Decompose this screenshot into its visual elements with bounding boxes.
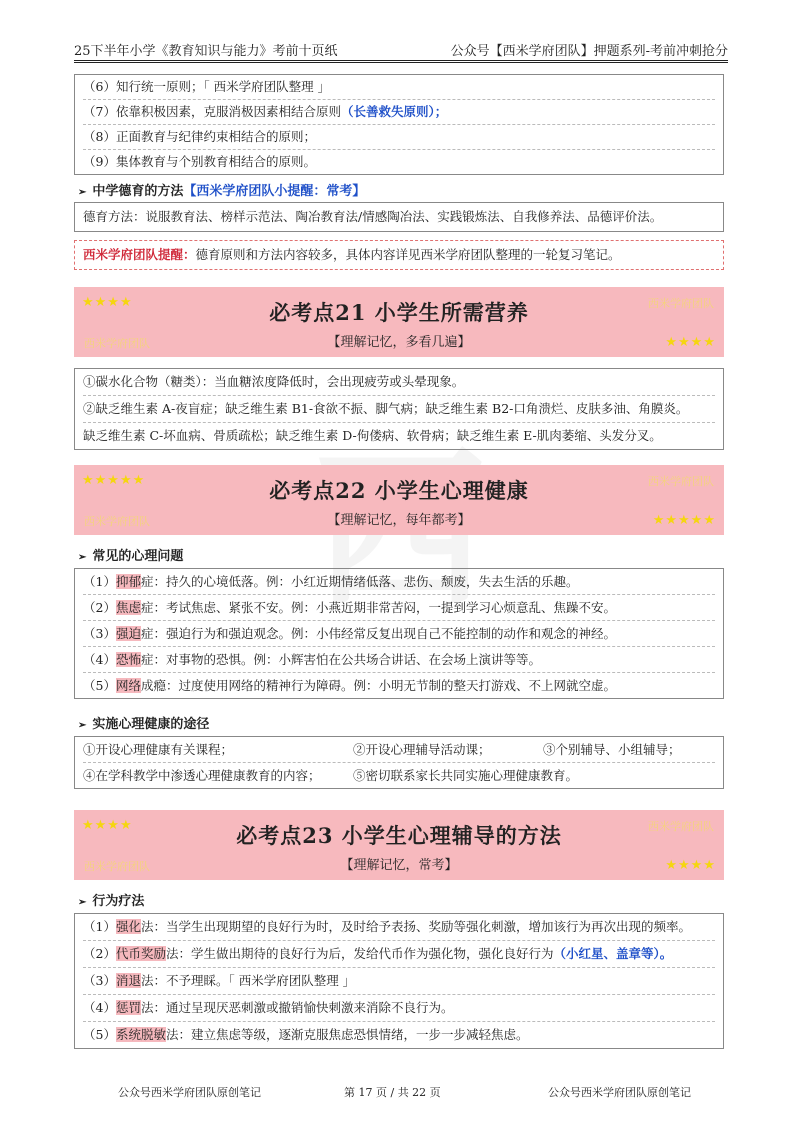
arrow-icon: ➢ — [78, 552, 87, 563]
principle-row: （8）正面教育与纪律约束相结合的原则； — [83, 125, 715, 150]
star-rating-icon: ★★★★ — [82, 295, 133, 310]
banner-watermark: 西米学府团队 — [648, 820, 714, 833]
nutrition-row: ②缺乏维生素 A-夜盲症；缺乏维生素 B1-食欲不振、脚气病；缺乏维生素 B2-口角溃烂、皮肤多油、角膜炎。 — [83, 396, 715, 423]
page-header — [74, 38, 728, 63]
list-item: ⑤密切联系家长共同实施心理健康教育。 — [353, 768, 579, 783]
psych-problems-heading: ➢ 常见的心理问题 — [78, 549, 184, 564]
banner-title: 必考点23 小学生心理辅导的方法 — [236, 823, 562, 848]
banner-watermark: 西米学府团队 — [84, 515, 150, 528]
star-rating-icon: ★★★★ — [665, 335, 716, 350]
principle-row: （6）知行统一原则；「 西米学府团队整理 」 — [83, 75, 715, 100]
header-left: 25下半年小学《教育知识与能力》考前十页纸 — [74, 44, 338, 59]
footer-right: 公众号西米学府团队原创笔记 — [548, 1086, 691, 1099]
list-item: ①开设心理健康有关课程； — [83, 742, 234, 757]
banner-subtitle: 【理解记忆，常考】 — [340, 858, 458, 873]
list-item: （2）代币奖励法：学生做出期待的良好行为后，发给代币作为强化物，强化良好行为（小红星、盖章等）。 — [83, 941, 715, 968]
page-number: 第 17 页 / 共 22 页 — [344, 1086, 441, 1099]
reminder-label: 西米学府团队提醒： — [83, 247, 196, 262]
banner-title: 必考点22 小学生心理健康 — [269, 478, 529, 503]
list-item: （3）强迫症：强迫行为和强迫观念。例：小伟经常反复出现自己不能控制的动作和观念的神经。 — [83, 621, 715, 647]
star-rating-icon: ★★★★ — [665, 858, 716, 873]
list-item: （5）网络成瘾：过度使用网络的精神行为障碍。例：小明无节制的整天打游戏、不上网就空虚。 — [83, 678, 616, 693]
star-rating-icon: ★★★★ — [82, 818, 133, 833]
banner-point-23 — [74, 810, 724, 880]
banner-subtitle: 【理解记忆，每年都考】 — [327, 513, 471, 528]
banner-watermark: 西米学府团队 — [84, 337, 150, 350]
list-item: （5）系统脱敏法：建立焦虑等级，逐渐克服焦虑恐惧情绪，一步一步减轻焦虑。 — [83, 1027, 529, 1042]
banner-subtitle: 【理解记忆，多看几遍】 — [327, 335, 471, 350]
approaches-box — [74, 736, 724, 789]
arrow-icon: ➢ — [78, 187, 87, 198]
nutrition-row: ①碳水化合物（糖类）：当血糖浓度降低时，会出现疲劳或头晕现象。 — [83, 369, 715, 396]
header-right: 公众号【西米学府团队】押题系列-考前冲刺抢分 — [450, 44, 728, 59]
principles-box — [74, 74, 724, 175]
moral-methods-box — [74, 202, 724, 232]
list-item: （1）强化法：当学生出现期望的良好行为时，及时给予表扬、奖励等强化刺激，增加该行为再次出现的频率。 — [83, 914, 715, 941]
list-item: （4）惩罚法：通过呈现厌恶刺激或撤销愉快刺激来消除不良行为。 — [83, 995, 715, 1022]
psych-problems-box — [74, 568, 724, 699]
banner-watermark: 西米学府团队 — [648, 297, 714, 310]
arrow-icon: ➢ — [78, 897, 87, 908]
moral-methods-content: 德育方法：说服教育法、榜样示范法、陶冶教育法/情感陶冶法、实践锻炼法、自我修养法、品德评价法。 — [83, 209, 663, 224]
nutrition-row: 缺乏维生素 C-坏血病、骨质疏松；缺乏维生素 D-佝偻病、软骨病；缺乏维生素 E-肌肉萎缩、头发分叉。 — [83, 428, 662, 443]
banner-watermark: 西米学府团队 — [84, 860, 150, 873]
banner-watermark: 西米学府团队 — [648, 475, 714, 488]
approaches-heading: ➢ 实施心理健康的途径 — [78, 717, 210, 732]
list-item: ④在学科教学中渗透心理健康教育的内容； — [83, 768, 321, 783]
list-item: （2）焦虑症：考试焦虑、紧张不安。例：小燕近期非常苦闷，一提到学习心烦意乱、焦躁不安。 — [83, 595, 715, 621]
behavior-therapy-heading: ➢ 行为疗法 — [78, 894, 145, 909]
list-item: ②开设心理辅导活动课； — [353, 742, 491, 757]
footer-left: 公众号西米学府团队原创笔记 — [118, 1086, 261, 1099]
arrow-icon: ➢ — [78, 720, 87, 731]
star-rating-icon: ★★★★★ — [652, 513, 716, 528]
reminder-box — [74, 240, 724, 270]
banner-point-22 — [74, 465, 724, 535]
principle-row: （9）集体教育与个别教育相结合的原则。 — [83, 154, 316, 169]
star-rating-icon: ★★★★★ — [82, 473, 146, 488]
banner-point-21 — [74, 287, 724, 357]
reminder-text: 德育原则和方法内容较多，具体内容详见西米学府团队整理的一轮复习笔记。 — [195, 247, 621, 262]
principle-row: （7）依靠积极因素，克服消极因素相结合原则（长善救失原则）； — [83, 100, 715, 125]
list-item: （1）抑郁症：持久的心境低落。例：小红近期情绪低落、悲伤、颓废，失去生活的乐趣。 — [83, 569, 715, 595]
moral-methods-heading: ➢ 中学德育的方法【西米学府团队小提醒：常考】 — [78, 184, 366, 199]
list-item: ③个别辅导、小组辅导； — [543, 742, 681, 757]
banner-title: 必考点21 小学生所需营养 — [269, 300, 529, 325]
list-item: （3）消退法：不予理睬。「 西米学府团队整理 」 — [83, 968, 715, 995]
list-item: （4）恐怖症：对事物的恐惧。例：小辉害怕在公共场合讲话、在会场上演讲等等。 — [83, 647, 715, 673]
behavior-therapy-box — [74, 913, 724, 1049]
nutrition-box — [74, 368, 724, 450]
